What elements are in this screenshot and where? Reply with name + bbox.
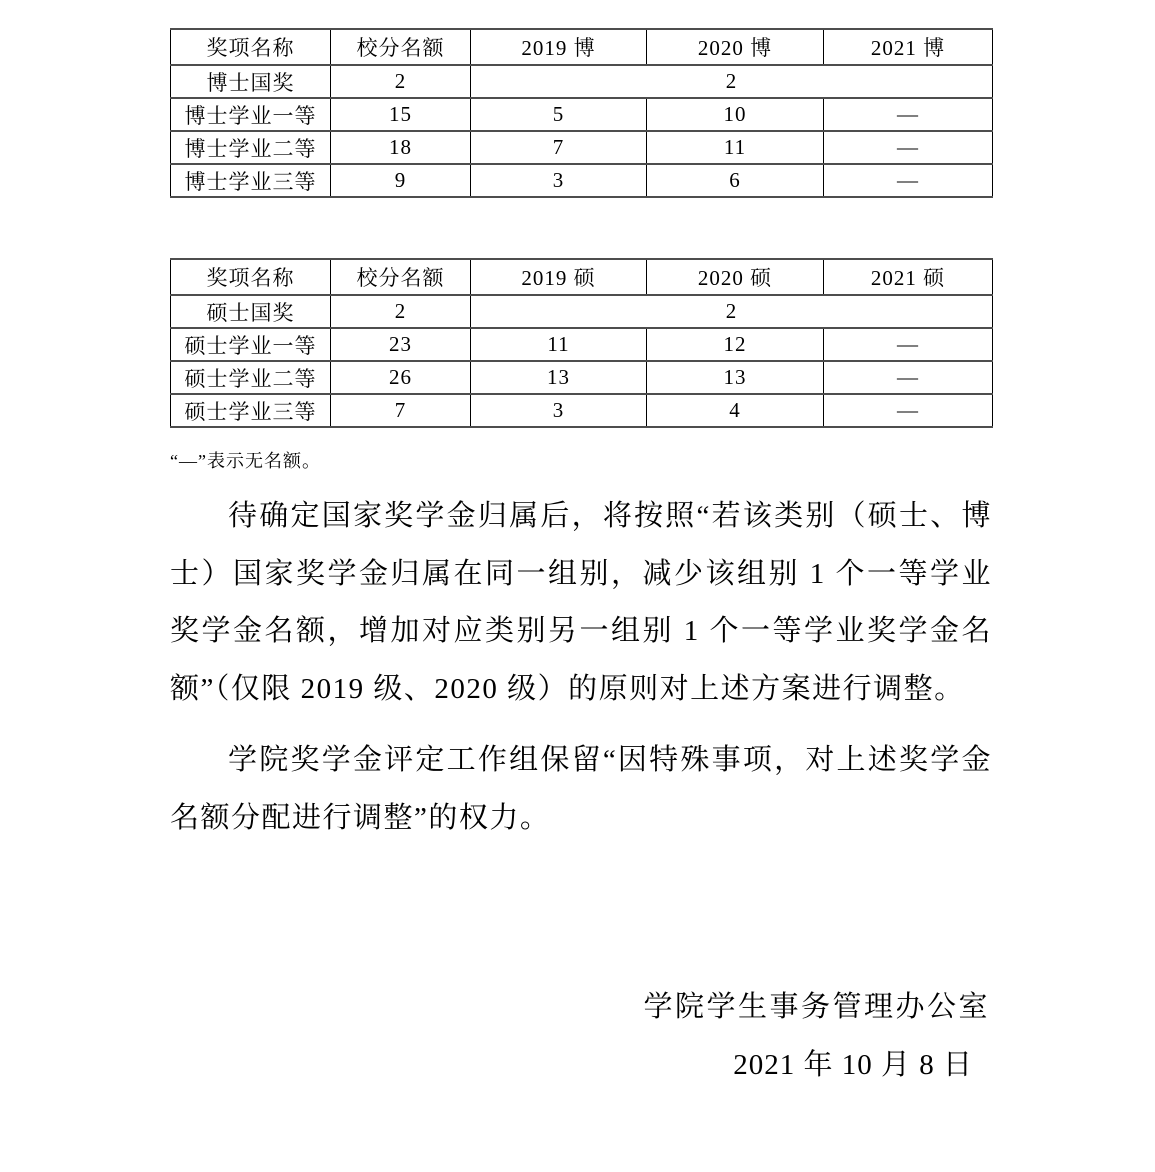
table-cell: 5 <box>471 98 647 131</box>
table-row <box>171 131 993 164</box>
table-cell: 12 <box>647 328 824 361</box>
table-header-row <box>171 29 993 65</box>
table-header-cell: 2020 硕 <box>647 259 824 295</box>
table-cell: — <box>824 98 993 131</box>
table-row <box>171 98 993 131</box>
table-cell: — <box>824 394 993 427</box>
table-cell: 2 <box>331 65 471 98</box>
table-cell: 6 <box>647 164 824 197</box>
table-cell: 13 <box>647 361 824 394</box>
table-cell: 11 <box>471 328 647 361</box>
doctoral-award-table <box>170 28 993 198</box>
table-cell: 7 <box>471 131 647 164</box>
document-page <box>170 28 992 1085</box>
table-cell: 10 <box>647 98 824 131</box>
table-cell: 3 <box>471 394 647 427</box>
table-cell: — <box>824 361 993 394</box>
table-cell: 硕士学业二等 <box>171 361 331 394</box>
table-cell: 博士国奖 <box>171 65 331 98</box>
table-cell: 26 <box>331 361 471 394</box>
table-cell: 博士学业三等 <box>171 164 331 197</box>
table-cell: 博士学业一等 <box>171 98 331 131</box>
table-row <box>171 164 993 197</box>
table-header-cell: 2021 博 <box>824 29 993 65</box>
table-header-cell: 校分名额 <box>331 259 471 295</box>
table-cell: 23 <box>331 328 471 361</box>
table-header-cell: 2019 硕 <box>471 259 647 295</box>
body-paragraph: 待确定国家奖学金归属后，将按照“若该类别（硕士、博士）国家奖学金归属在同一组别，减少该组别 1 个一等学业奖学金名额，增加对应类别另一组别 1 个一等学业奖学金名额”（仅限 2019 级、2020 级）的原则对上述方案进行调整。 <box>170 500 992 705</box>
body-text <box>170 488 992 847</box>
table-cell-merged: 2 <box>471 295 993 328</box>
table-cell: 硕士学业一等 <box>171 328 331 361</box>
table-cell: 硕士学业三等 <box>171 394 331 427</box>
table-cell: 2 <box>331 295 471 328</box>
table-cell: — <box>824 164 993 197</box>
signature-block <box>170 987 992 1085</box>
table-cell: 15 <box>331 98 471 131</box>
table-row <box>171 65 993 98</box>
table-cell: 9 <box>331 164 471 197</box>
signature-office: 学院学生事务管理办公室 <box>643 991 990 1023</box>
masters-award-table <box>170 258 993 428</box>
table-header-cell: 校分名额 <box>331 29 471 65</box>
table-cell: 3 <box>471 164 647 197</box>
table-header-cell: 2020 博 <box>647 29 824 65</box>
table-cell: 7 <box>331 394 471 427</box>
table-cell: 硕士国奖 <box>171 295 331 328</box>
table-cell-merged: 2 <box>471 65 993 98</box>
table-cell: 11 <box>647 131 824 164</box>
table-header-cell: 2021 硕 <box>824 259 993 295</box>
table-header-row <box>171 259 993 295</box>
table-cell: 18 <box>331 131 471 164</box>
table-cell: — <box>824 131 993 164</box>
table-cell: 博士学业二等 <box>171 131 331 164</box>
table-row <box>171 328 993 361</box>
footnote: “—”表示无名额。 <box>170 451 321 471</box>
table-row <box>171 361 993 394</box>
table-cell: — <box>824 328 993 361</box>
table-header-cell: 奖项名称 <box>171 259 331 295</box>
table-header-cell: 奖项名称 <box>171 29 331 65</box>
signature-date: 2021 年 10 月 8 日 <box>733 1049 973 1081</box>
table-header-cell: 2019 博 <box>471 29 647 65</box>
table-row <box>171 295 993 328</box>
table-cell: 4 <box>647 394 824 427</box>
body-paragraph: 学院奖学金评定工作组保留“因特殊事项，对上述奖学金名额分配进行调整”的权力。 <box>170 744 992 834</box>
table-cell: 13 <box>471 361 647 394</box>
table-row <box>171 394 993 427</box>
